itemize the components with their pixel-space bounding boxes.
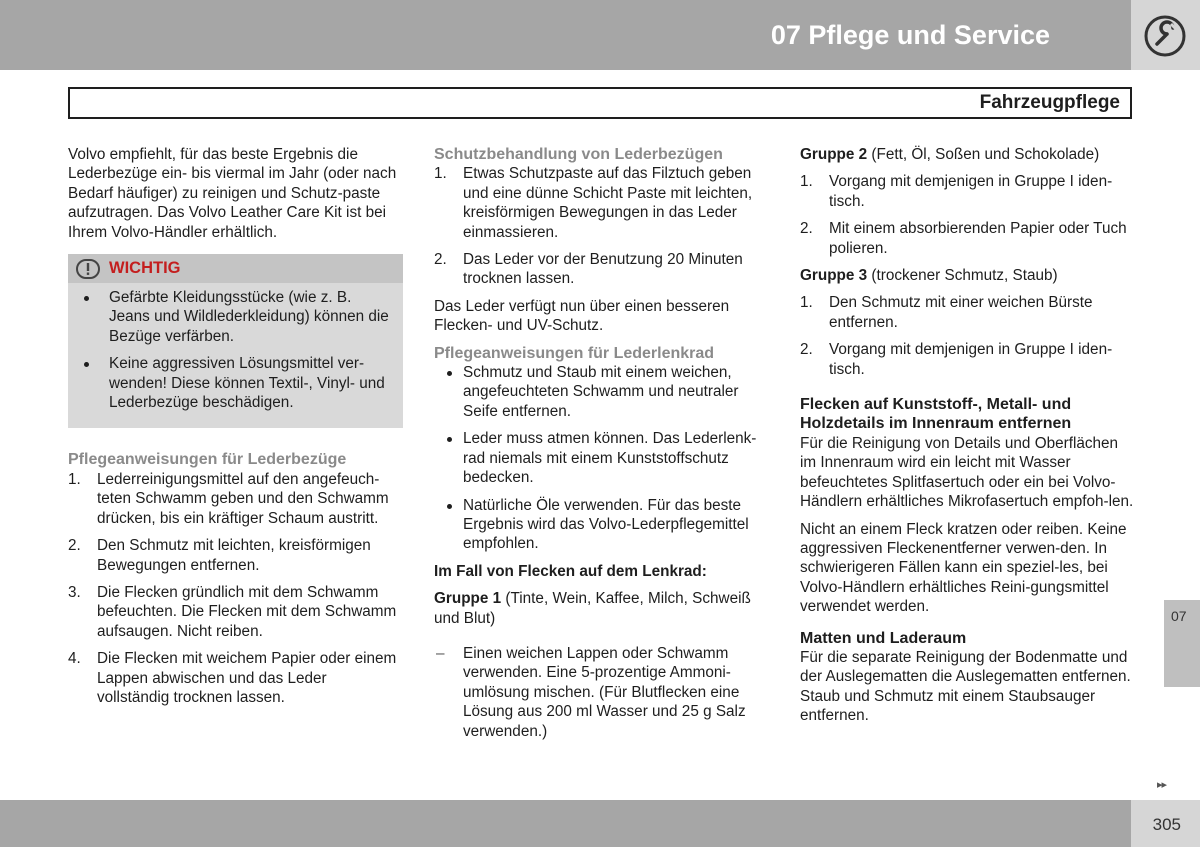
group2-paragraph: Gruppe 2 (Fett, Öl, Soßen und Schokolade) [800,146,1100,163]
list-item: 2. Das Leder vor der Benutzung 20 Minuten trocknen lassen. [434,251,743,288]
warning-list [68,283,403,412]
group3-paragraph: Gruppe 3 (trockener Schmutz, Staub) [800,267,1058,285]
column-2 [434,145,770,749]
mats-paragraph: Für die separate Reinigung der Bodenmatte und der Auslegematten die Auslegematten entfernen. Staub und Schmutz mit einem Staubsauger entfernen. [800,648,1131,725]
leather-care-heading: Pflegeanweisungen für Lederbezüge [68,451,347,469]
bullet-icon [447,437,452,442]
list-item: Gefärbte Kleidungsstücke (wie z. B. Jeans und Wildlederkleidung) können die Bezüge verfärben. [79,288,393,346]
bullet-icon [84,296,89,301]
interior-stains-heading: Flecken auf Kunststoff-, Metall- und Holzdetails im Innenraum entfernen [800,396,1072,433]
column-1 [68,145,403,715]
list-item: Keine aggressiven Lösungsmittel ver-wenden! Diese können Textil-, Vinyl- und Lederbezüge beschädigen. [79,354,393,412]
footer-bar [0,800,1200,847]
exclamation-icon [76,259,100,279]
list-item: 4. Die Flecken mit weichem Papier oder einem Lappen abwischen und das Leder vollständig trocknen lassen. [68,650,397,706]
stain-heading: Im Fall von Flecken auf dem Lenkrad: [434,562,707,580]
chapter-side-tab [1164,600,1200,687]
chapter-icon-box [1131,0,1200,70]
side-tab-label: 07 [1171,608,1187,624]
list-item: Leder muss atmen können. Das Lederlenk-rad niemals mit einem Kunststoffschutz bedecken. [434,429,770,487]
list-item: 2. Mit einem absorbierenden Papier oder Tuch polieren. [800,220,1127,257]
list-item: 1. Vorgang mit demjenigen in Gruppe I iden-tisch. [800,173,1113,210]
bullet-icon [447,504,452,509]
protection-heading: Schutzbehandlung von Lederbezügen [434,146,723,163]
bullet-icon [447,371,452,376]
list-item: 1. Etwas Schutzpaste auf das Filztuch geben und eine dünne Schicht Paste mit leichten, kreisförmigen Bewegungen in das Leder einmassieren. [434,165,753,241]
page-number: 305 [1152,815,1181,834]
list-item: Schmutz und Staub mit einem weichen, angefeuchteten Schwamm und neutraler Seife entfernen. [434,363,770,421]
protection-note: Das Leder verfügt nun über einen besseren Flecken- und UV-Schutz. [434,297,730,335]
column-3 [800,145,1134,734]
next-page-arrow-icon: ▸▸ [1157,779,1167,791]
list-item: – Einen weichen Lappen oder Schwamm verwenden. Eine 5-prozentige Ammoni-umlösung mischen. (Für Blutflecken eine Lösung aus 200 ml Wasser und 25 g Salz verwenden.) [436,644,746,740]
group1-paragraph: Gruppe 1 (Tinte, Wein, Kaffee, Milch, Schweiß und Blut) [434,590,751,627]
section-title: Fahrzeugpflege [979,92,1120,113]
steering-wheel-list [434,363,770,554]
group1-list [434,644,770,741]
warning-header [68,254,403,283]
protection-steps [434,164,770,288]
list-item: 2. Vorgang mit demjenigen in Gruppe I iden-tisch. [800,341,1113,378]
warning-box [68,254,403,428]
bullet-icon [84,362,89,367]
steering-wheel-heading: Pflegeanweisungen für Lederlenkrad [434,344,715,362]
dash-marker: – [436,644,445,662]
list-item: 3. Die Flecken gründlich mit dem Schwamm befeuchten. Die Flecken mit dem Schwamm aufsaugen. Nicht reiben. [68,583,397,640]
list-item: 1. Lederreinigungsmittel auf den angefeuch-teten Schwamm geben und den Schwamm drücken, bis ein kräftiger Schaum austritt. [68,470,389,527]
list-item: 1. Den Schmutz mit einer weichen Bürste entfernen. [800,294,1093,331]
leather-care-steps [68,470,403,707]
group2-steps [800,172,1134,258]
chapter-title: 07 Pflege und Service [770,20,1050,50]
mats-heading: Matten und Laderaum [800,629,967,647]
interior-stains-paragraph-2: Nicht an einem Fleck kratzen oder reiben. Keine aggressiven Fleckenentferner verwen-den. In schwierigeren Fällen kann ein speziel-les, bei Volvo-Händlern erhältliches Reini-gungsmittel verwendet werden. [800,520,1127,616]
page-number-box [1131,800,1200,847]
wrench-icon [1143,14,1187,58]
header-bar [0,0,1131,70]
intro-paragraph: Volvo empfiehlt, für das beste Ergebnis die Lederbezüge ein- bis viermal im Jahr (oder nach Bedarf häufiger) zu reinigen und Schutz-paste aufzutragen. Das Volvo Leather Care Kit ist bei Ihrem Volvo-Händler erhältlich. [68,146,397,241]
list-item: Natürliche Öle verwenden. Für das beste Ergebnis wird das Volvo-Lederpflegemittel empfohlen. [434,496,770,554]
section-header [68,87,1132,119]
group3-steps [800,293,1134,379]
warning-title: WICHTIG [109,259,181,278]
list-item: 2. Den Schmutz mit leichten, kreisförmigen Bewegungen entfernen. [68,537,371,574]
interior-stains-paragraph-1: Für die Reinigung von Details und Oberflächen im Innenraum wird ein leicht mit Wasser befeuchtetes Splitfasertuch oder ein bei Volvo-Händlern erhältliches Mikrofasertuch empfoh-len. [800,434,1134,511]
